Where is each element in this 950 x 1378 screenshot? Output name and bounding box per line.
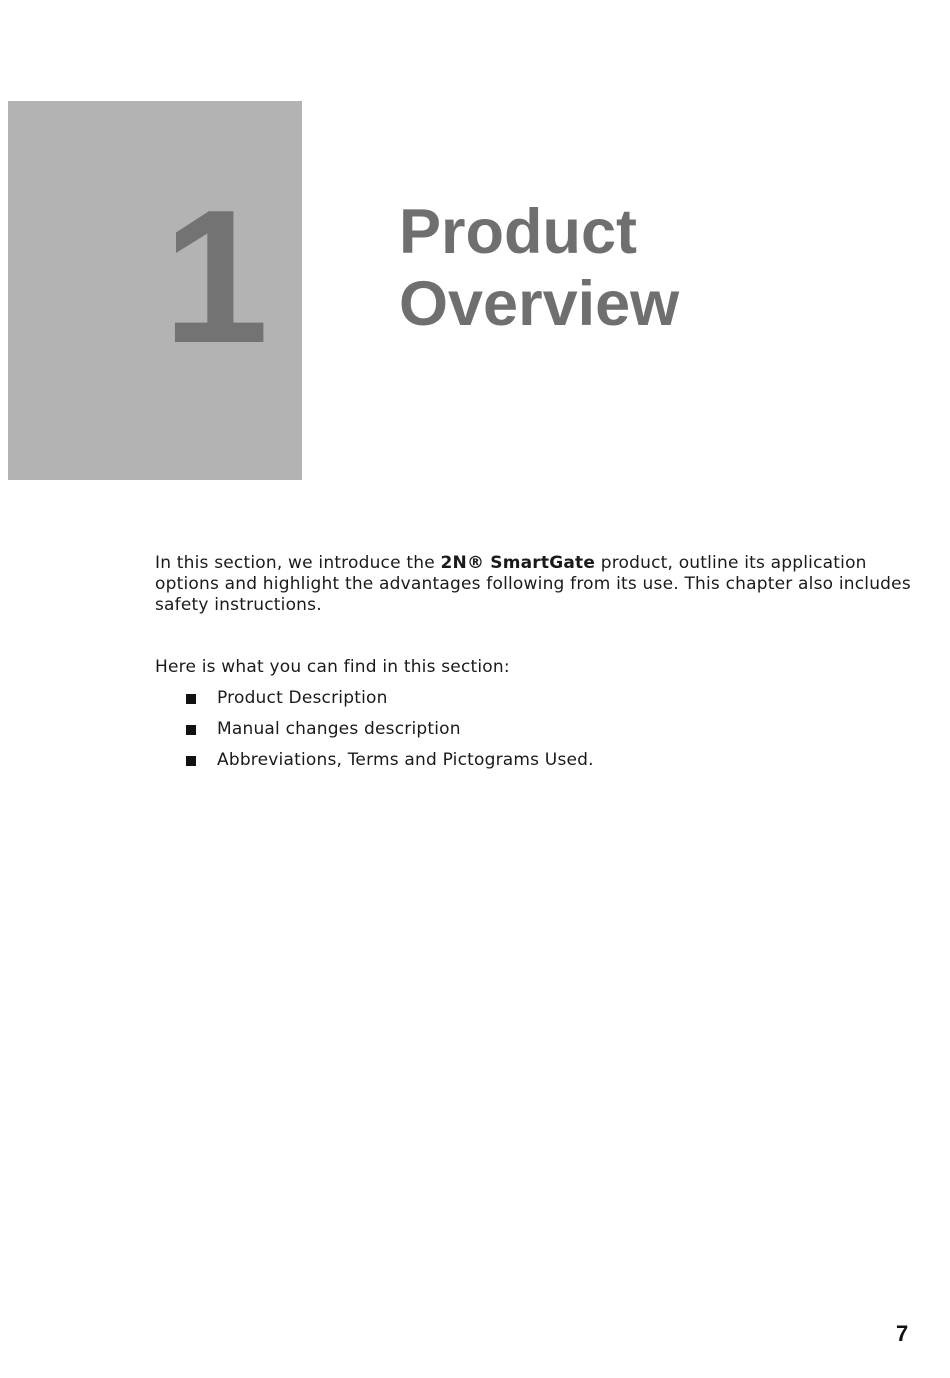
product-name: 2N® SmartGate (440, 553, 596, 573)
chapter-number: 1 (163, 171, 265, 383)
square-bullet-icon (186, 694, 196, 704)
square-bullet-icon (186, 756, 196, 766)
chapter-title (399, 196, 679, 340)
intro-text-before: In this section, we introduce the (155, 553, 441, 573)
list-item-label: Abbreviations, Terms and Pictograms Used. (217, 750, 594, 770)
list-item-label: Manual changes description (217, 719, 461, 739)
intro-text-after: product, outline its application options and highlight the advantages following from its use. This chapter also includes safety instructions. (155, 553, 911, 615)
list-item-label: Product Description (217, 688, 388, 708)
square-bullet-icon (186, 725, 196, 735)
page-number: 7 (896, 1321, 909, 1346)
chapter-title-line-2: Overview (399, 269, 680, 339)
section-lead: Here is what you can find in this section: (155, 657, 510, 677)
chapter-title-line-1: Product (399, 197, 638, 267)
intro-paragraph (155, 553, 915, 616)
